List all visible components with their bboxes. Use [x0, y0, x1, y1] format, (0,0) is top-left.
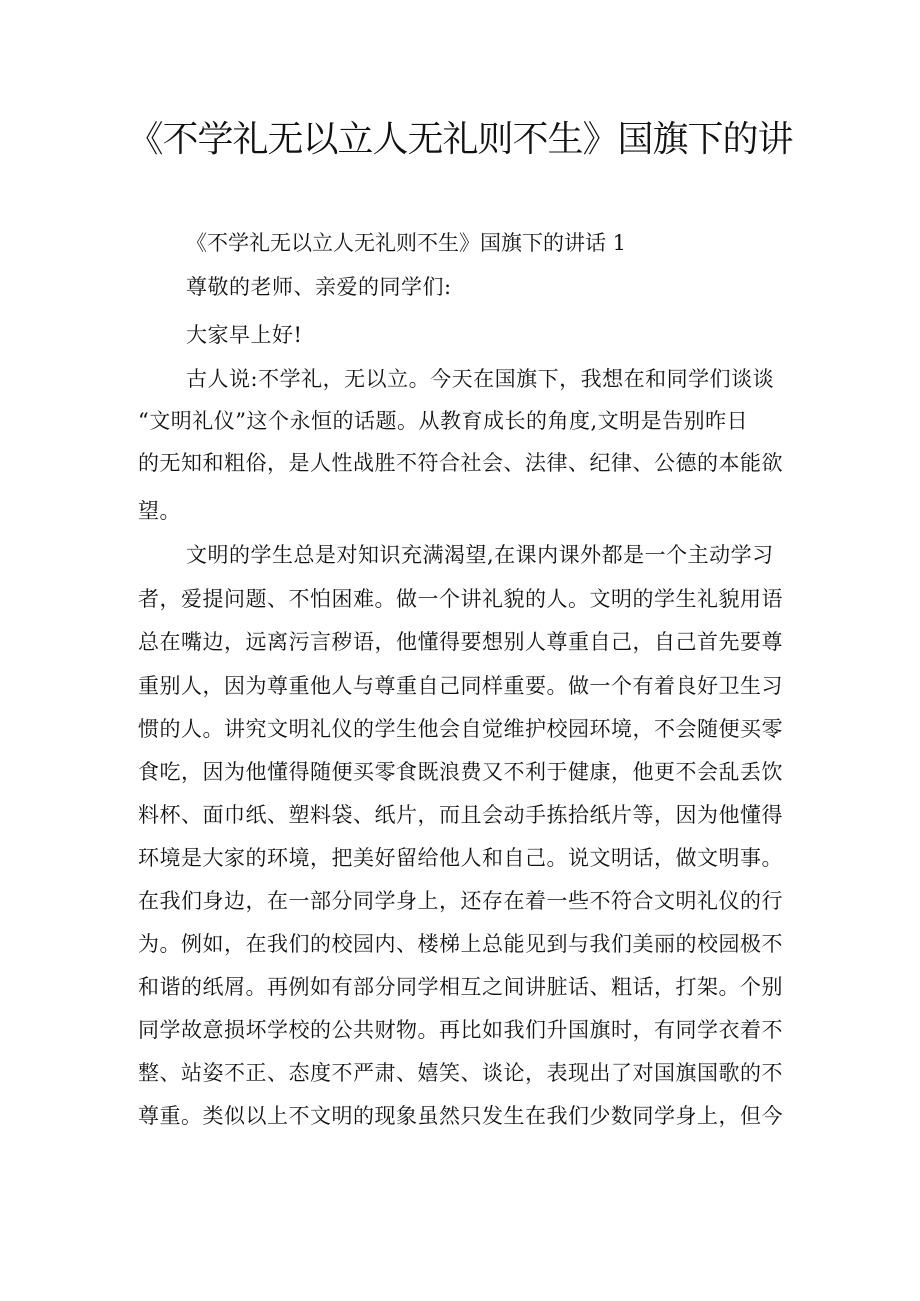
text-line: “文明礼仪”这个永恒的话题。从教育成长的角度,文明是告别昨日 [138, 409, 749, 433]
text-line: 惯的人。讲究文明礼仪的学生他会自觉维护校园环境，不会随便买零 [138, 717, 783, 741]
text-line: 整、站姿不正、态度不严肃、嬉笑、谈论，表现出了对国旗国歌的不 [138, 1061, 783, 1085]
text-line: 总在嘴边，远离污言秽语，他懂得要想别人尊重自己，自己首先要尊 [138, 630, 783, 654]
speech-subtitle: 《不学礼无以立人无礼则不生》国旗下的讲话 1 [186, 231, 627, 255]
text-line: 重别人，因为尊重他人与尊重自己同样重要。做一个有着良好卫生习 [138, 674, 783, 698]
text-line: 古人说:不学礼，无以立。今天在国旗下，我想在和同学们谈谈 [186, 367, 775, 391]
text-line: 同学故意损坏学校的公共财物。再比如我们升国旗时，有同学衣着不 [138, 1018, 783, 1042]
text-line: 尊重。类似以上不文明的现象虽然只发生在我们少数同学身上，但今 [138, 1104, 783, 1128]
text-line: 文明的学生总是对知识充满渴望,在课内课外都是一个主动学习 [186, 543, 774, 567]
text-line: 环境是大家的环境，把美好留给他人和自己。说文明话，做文明事。 [138, 846, 783, 870]
text-line: 料杯、面巾纸、塑料袋、纸片，而且会动手拣拾纸片等，因为他懂得 [138, 803, 783, 827]
text-line: 的无知和粗俗，是人性战胜不符合社会、法律、纪律、公德的本能欲 [138, 451, 783, 475]
text-line: 大家早上好! [186, 323, 303, 347]
text-line: 在我们身边，在一部分同学身上，还存在着一些不符合文明礼仪的行 [138, 889, 783, 913]
text-line: 尊敬的老师、亲爱的同学们: [186, 275, 452, 299]
text-line: 为。例如，在我们的校园内、楼梯上总能见到与我们美丽的校园极不 [138, 932, 783, 956]
text-line: 食吃，因为他懂得随便买零食既浪费又不利于健康，他更不会乱丢饮 [138, 760, 783, 784]
document-title: 《不学礼无以立人无礼则不生》国旗下的讲 [127, 119, 793, 160]
text-line: 望。 [138, 499, 181, 523]
text-line: 者，爱提问题、不怕困难。做一个讲礼貌的人。文明的学生礼貌用语 [138, 587, 783, 611]
text-line: 和谐的纸屑。再例如有部分同学相互之间讲脏话、粗话，打架。个别 [138, 975, 783, 999]
